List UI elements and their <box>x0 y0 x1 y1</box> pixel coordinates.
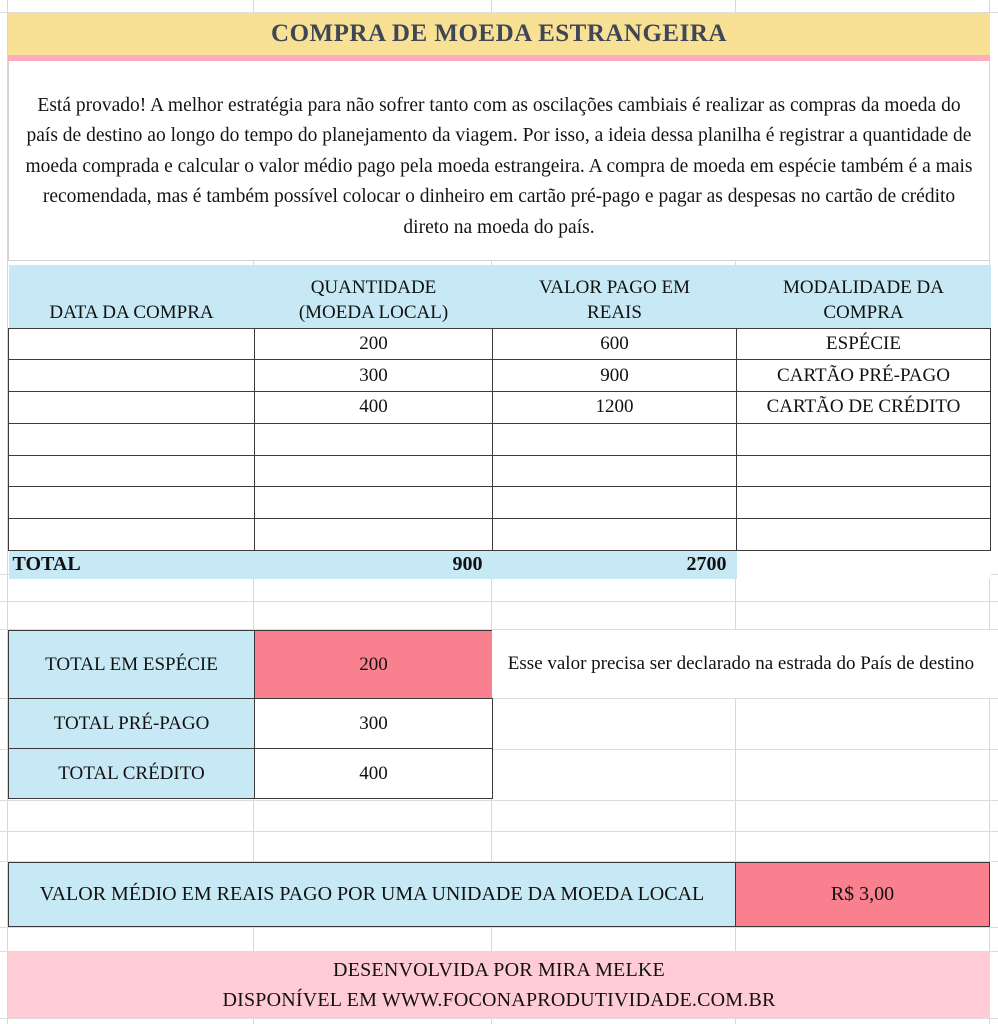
table-row[interactable] <box>9 328 991 360</box>
cell-data[interactable] <box>9 423 255 455</box>
summary-label-pre-pago: TOTAL PRÉ-PAGO <box>9 699 255 749</box>
footer-author: DESENVOLVIDA POR MIRA MELKE <box>333 959 665 981</box>
cell-valor[interactable] <box>493 487 737 519</box>
cell-quantidade[interactable] <box>255 455 493 487</box>
table-total-row <box>9 551 991 579</box>
summary-value-especie[interactable]: 200 <box>255 631 493 699</box>
summary-row-pre-pago <box>9 699 493 749</box>
grid-row-line <box>0 831 998 832</box>
cell-data[interactable] <box>9 360 255 392</box>
cell-quantidade[interactable] <box>255 519 493 551</box>
total-modalidade <box>737 551 991 579</box>
summary-value-credito[interactable]: 400 <box>255 749 493 799</box>
footer-credit-band <box>8 952 990 1018</box>
cell-valor[interactable]: 1200 <box>493 392 737 424</box>
cell-quantidade[interactable] <box>255 487 493 519</box>
table-row[interactable] <box>9 455 991 487</box>
declaration-note: Esse valor precisa ser declarado na estrada do País de destino <box>492 630 990 698</box>
cell-valor[interactable] <box>493 519 737 551</box>
cell-data[interactable] <box>9 392 255 424</box>
cell-modalidade[interactable]: ESPÉCIE <box>737 328 991 360</box>
cell-valor[interactable]: 900 <box>493 360 737 392</box>
page-title-banner <box>8 13 990 55</box>
column-header-data-da-compra: DATA DA COMPRA <box>9 265 255 328</box>
summary-row-especie <box>9 631 493 699</box>
cell-valor[interactable] <box>493 455 737 487</box>
cell-modalidade[interactable] <box>737 455 991 487</box>
description-text: Está provado! A melhor estratégia para não sofrer tanto com as oscilações cambiais é realizar as compras da moeda do país de destino ao longo do tempo do planejamento da viagem. Por isso, a ideia dessa planilha é registrar a quantidade de moeda comprada e calcular o valor médio pago pela moeda estrangeira. A compra de moeda em espécie também é a mais recomendada, mas é também possível colocar o dinheiro em cartão pré-pago e pagar as despesas no cartão de crédito direto na moeda do país. <box>25 94 973 238</box>
footer-website[interactable]: DISPONÍVEL EM WWW.FOCONAPRODUTIVIDADE.COM.BR <box>222 989 776 1011</box>
purchase-table <box>8 265 991 579</box>
cell-modalidade[interactable] <box>737 487 991 519</box>
grid-row-line <box>0 1018 998 1019</box>
average-label: VALOR MÉDIO EM REAIS PAGO POR UMA UNIDADE DA MOEDA LOCAL <box>9 863 736 926</box>
table-row[interactable] <box>9 360 991 392</box>
grid-row-line <box>0 800 998 801</box>
cell-data[interactable] <box>9 328 255 360</box>
column-header-quantidade: QUANTIDADE (MOEDA LOCAL) <box>255 265 493 328</box>
cell-data[interactable] <box>9 455 255 487</box>
average-value: R$ 3,00 <box>736 863 989 926</box>
summary-value-pre-pago[interactable]: 300 <box>255 699 493 749</box>
table-header-row <box>9 265 991 328</box>
cell-valor[interactable]: 600 <box>493 328 737 360</box>
table-row[interactable] <box>9 487 991 519</box>
cell-data[interactable] <box>9 487 255 519</box>
description-block <box>8 61 990 261</box>
cell-modalidade[interactable] <box>737 519 991 551</box>
summary-row-credito <box>9 749 493 799</box>
page-title: COMPRA DE MOEDA ESTRANGEIRA <box>271 20 727 47</box>
summary-label-especie: TOTAL EM ESPÉCIE <box>9 631 255 699</box>
table-row[interactable] <box>9 519 991 551</box>
cell-modalidade[interactable]: CARTÃO PRÉ-PAGO <box>737 360 991 392</box>
cell-quantidade[interactable]: 400 <box>255 392 493 424</box>
cell-quantidade[interactable]: 300 <box>255 360 493 392</box>
table-row[interactable] <box>9 423 991 455</box>
summary-table <box>8 630 493 799</box>
total-label: TOTAL <box>9 551 255 579</box>
cell-valor[interactable] <box>493 423 737 455</box>
grid-row-line <box>0 601 998 602</box>
grid-row-line <box>0 927 998 928</box>
total-quantidade: 900 <box>255 551 493 579</box>
column-header-modalidade: MODALIDADE DA COMPRA <box>737 265 991 328</box>
table-row[interactable] <box>9 392 991 424</box>
column-header-valor-pago: VALOR PAGO EM REAIS <box>493 265 737 328</box>
average-value-row <box>8 862 990 927</box>
cell-modalidade[interactable] <box>737 423 991 455</box>
cell-quantidade[interactable] <box>255 423 493 455</box>
cell-modalidade[interactable]: CARTÃO DE CRÉDITO <box>737 392 991 424</box>
total-valor: 2700 <box>493 551 737 579</box>
cell-quantidade[interactable]: 200 <box>255 328 493 360</box>
cell-data[interactable] <box>9 519 255 551</box>
summary-label-credito: TOTAL CRÉDITO <box>9 749 255 799</box>
